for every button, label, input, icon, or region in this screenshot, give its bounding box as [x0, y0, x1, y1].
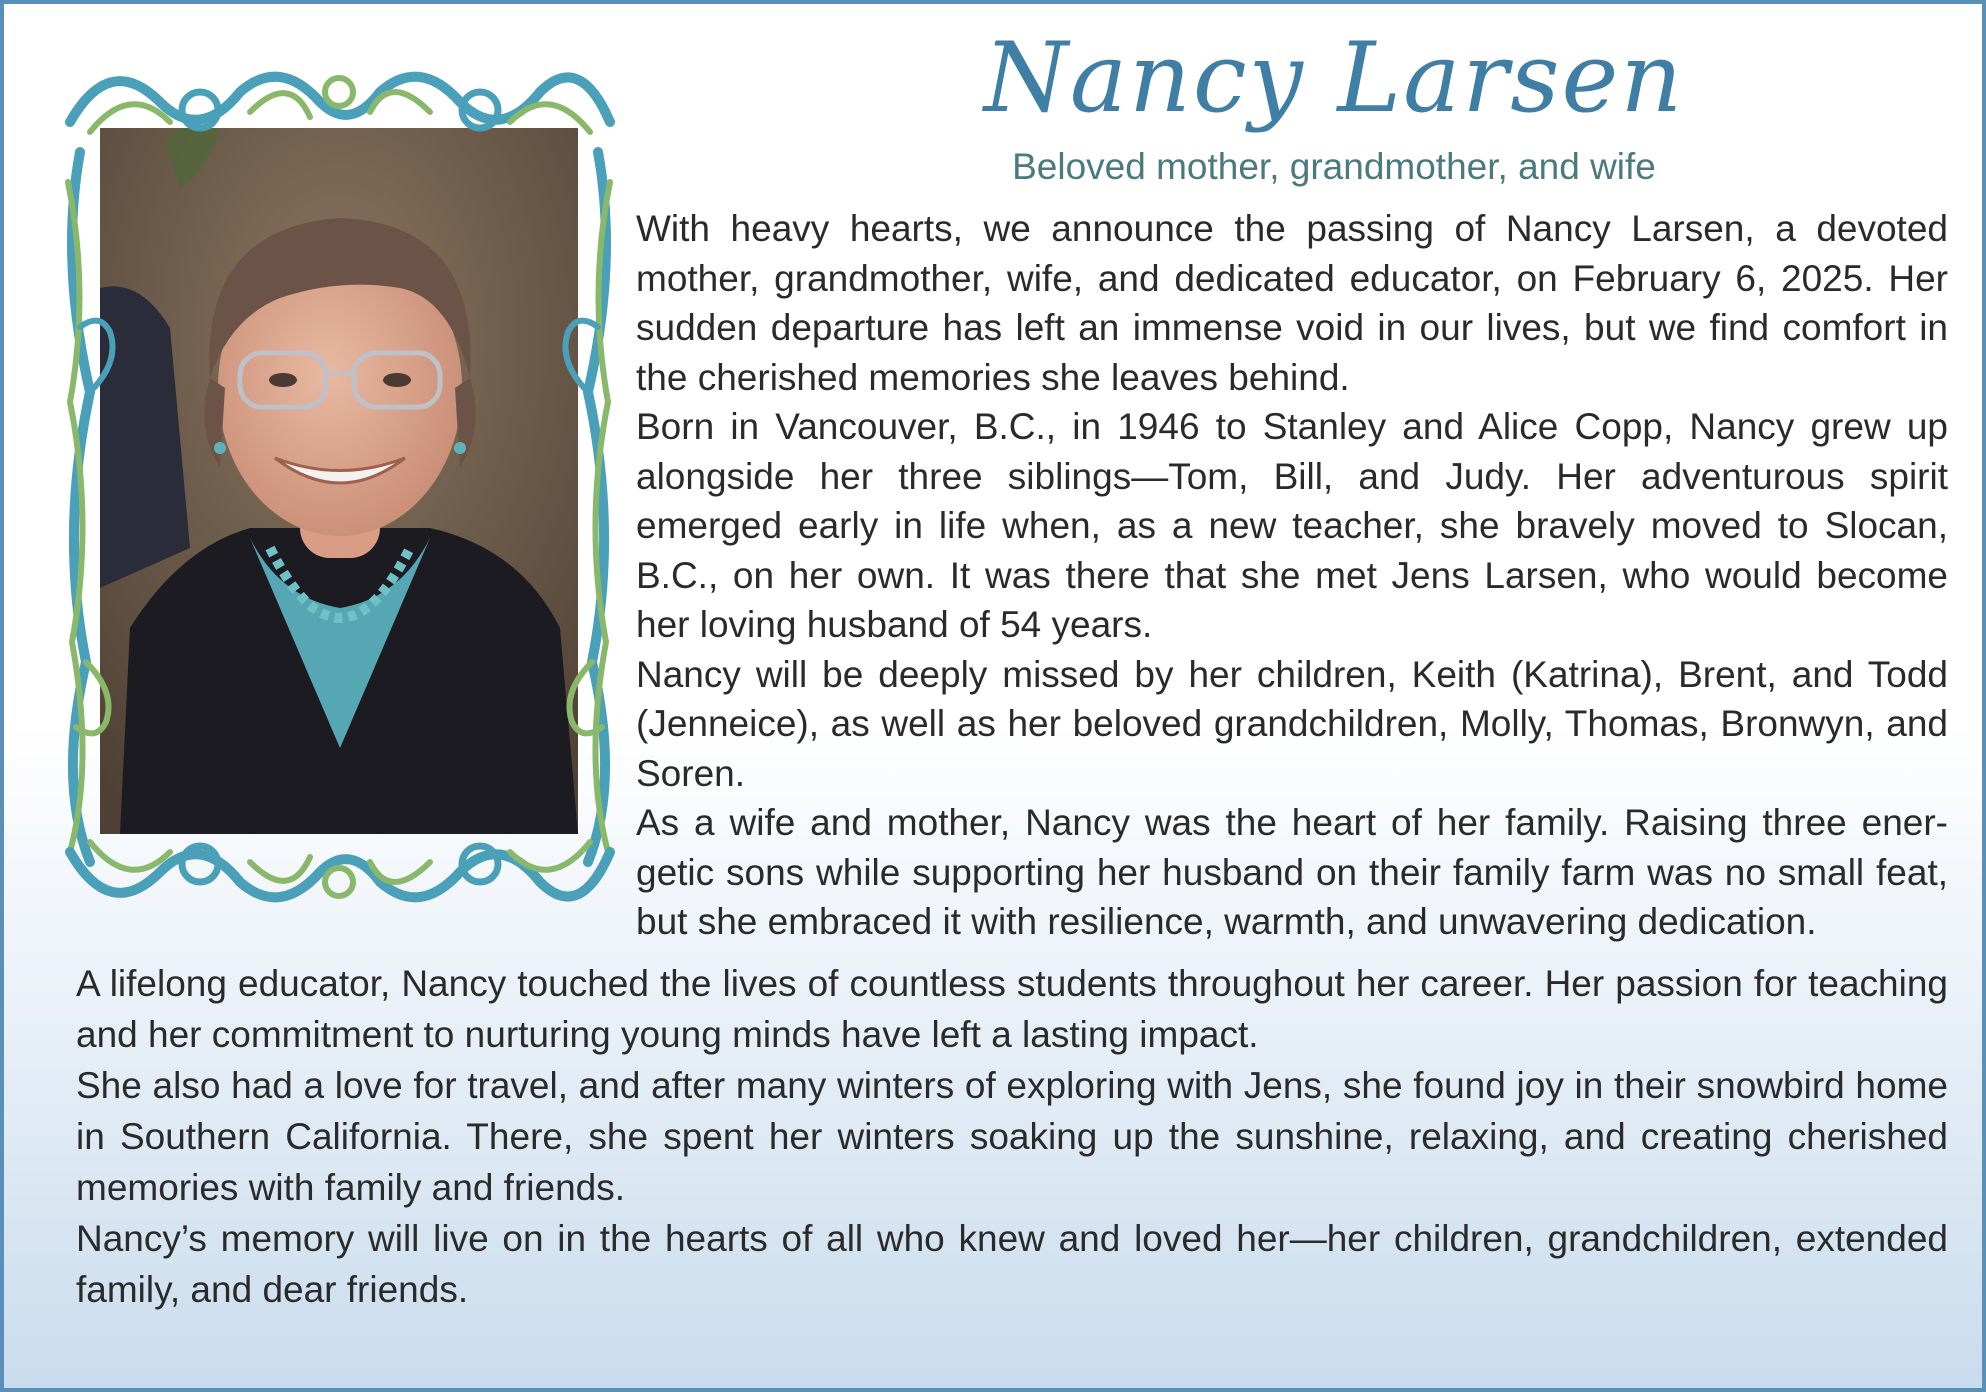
paragraph-early-life: Born in Vancouver, B.C., in 1946 to Stanley and Alice Copp, Nancy grew up alongside her three siblings—Tom, Bill, and Judy. Her adventurous spirit emerged early in life when, as a new teacher, she bravely moved to Slocan, B.C., on her own. It was there that she met Jens Larsen, who would become her loving husband of 54 years. — [636, 406, 1948, 645]
paragraph-memory: Nancy’s memory will live on in the hearts of all who knew and loved her—her children, grandchildren, extended family, and dear friends. — [76, 1218, 1948, 1310]
obituary-text-full-width — [76, 958, 1948, 1315]
deceased-name: Nancy Larsen — [983, 22, 1685, 134]
subtitle-tagline: Beloved mother, grandmother, and wife — [1012, 146, 1656, 187]
paragraph-announcement: With heavy hearts, we announce the passing of Nancy Larsen, a devoted mother, grandmother, wife, and dedicated educator, on February 6, 2025. Her sudden departure has left an immense void in our lives, but we find comfort in the cherished memories she leaves behind. — [636, 208, 1948, 398]
frame-ornament-svg — [50, 62, 628, 914]
ornamental-photo-frame — [50, 62, 628, 914]
paragraph-educator: A lifelong educator, Nancy touched the lives of countless students throughout her career. Her passion for teaching and her commitment to nurturing young minds have left a lasting impact. — [76, 963, 1948, 1055]
paragraph-survivors: Nancy will be deeply missed by her children, Keith (Katrina), Brent, and Todd (Jenneice), as well as her beloved grandchildren, Molly, Thomas, Bronwyn, and Soren. — [636, 653, 1948, 794]
paragraph-family-life: As a wife and mother, Nancy was the heart of her family. Raising three ener-getic sons while supporting her husband on their family farm was no small feat, but she embraced it with resilience, warmth, and unwavering dedication. — [636, 802, 1948, 942]
obituary-text-column — [636, 204, 1948, 947]
paragraph-travel: She also had a love for travel, and after many winters of exploring with Jens, she found joy in their snowbird home in Southern California. There, she spent her winters soaking up the sunshine, relaxing, and creating cherished memories with family and friends. — [76, 1065, 1948, 1208]
